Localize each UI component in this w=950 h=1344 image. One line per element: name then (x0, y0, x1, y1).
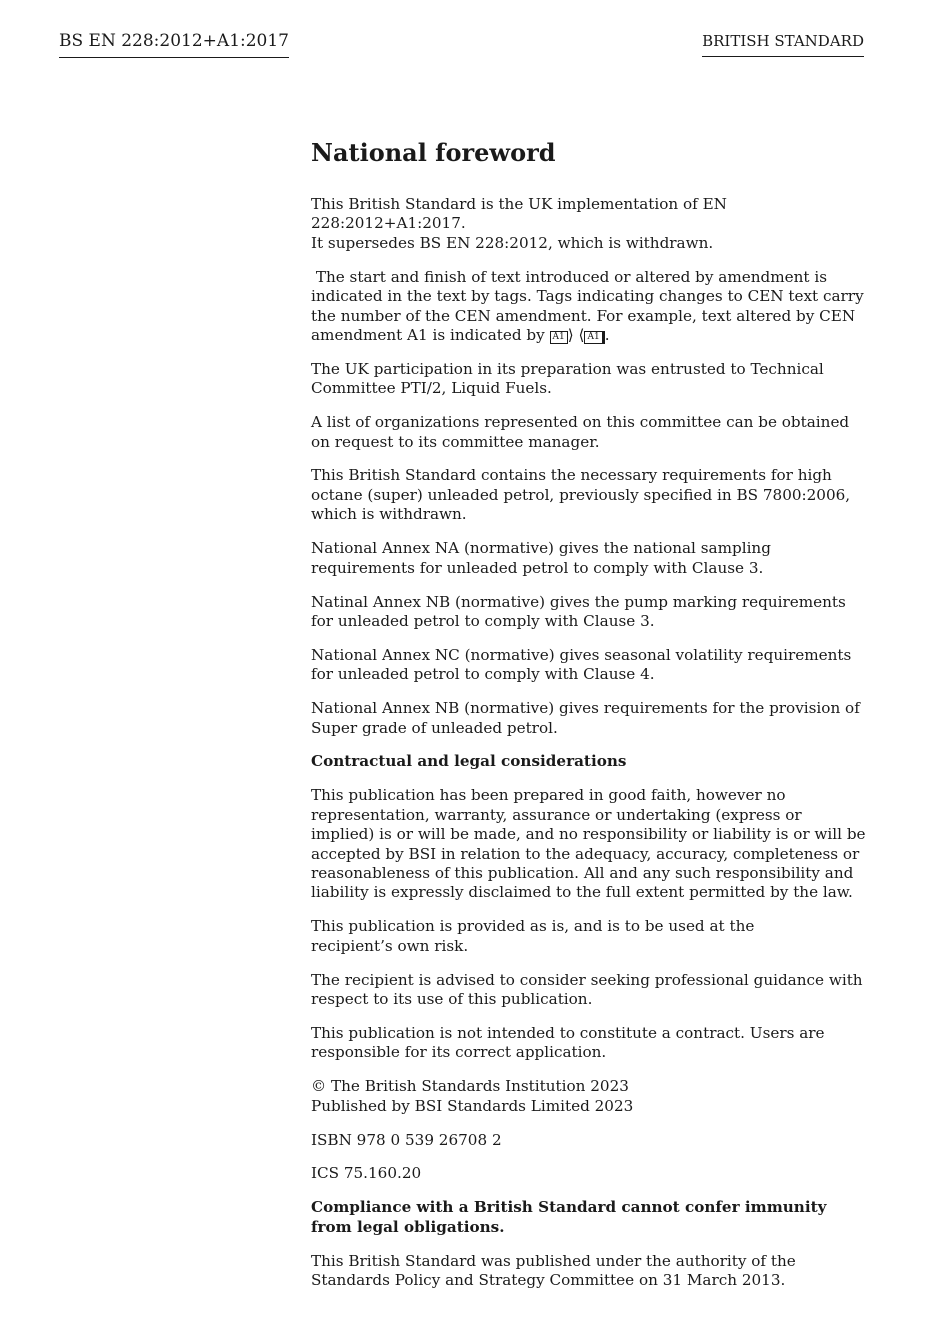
good-faith-paragraph: This publication has been prepared in good faith, however no representation, warranty, assurance or undertaking (express or implied) is or will be made, and no responsibility or liability is or will be accepted by BSI in relation to the adequacy, accuracy, completeness or reasonableness of this publication. All and any such responsibility and liability is expressly disclaimed to the full extent permitted by the law. (311, 786, 866, 902)
authority-paragraph: This British Standard was published under the authority of the Standards Policy and Strategy Committee on 31 March 2013. (311, 1251, 796, 1290)
amendment-close-tag-icon: A1 (584, 331, 604, 344)
implementation-paragraph (311, 195, 867, 253)
own-risk-line-2: recipient’s own risk. (311, 936, 469, 955)
publisher-line: Published by BSI Standards Limited 2023 (311, 1096, 634, 1115)
copyright-block (311, 1077, 867, 1116)
implementation-line-1: This British Standard is the UK implementation of EN 228:2012+A1:2017. (311, 195, 727, 233)
copyright-line: © The British Standards Institution 2023 (311, 1077, 629, 1096)
annex-na-paragraph: National Annex NA (normative) gives the national sampling requirements for unleaded petrol to comply with Clause 3. (311, 539, 771, 577)
own-risk-line-1: This publication is provided as is, and is to be used at the (311, 917, 755, 936)
amendment-tags-text: The start and finish of text introduced or altered by amendment is indicated in the text by tags. Tags indicating changes to CEN text carry the number of the CEN amendment. For example, text altered by CEN amendment A1 is indicated by (311, 267, 864, 344)
foreword-body (311, 137, 867, 1305)
contractual-heading: Contractual and legal considerations (311, 752, 627, 771)
implementation-line-2: It supersedes BS EN 228:2012, which is withdrawn. (311, 233, 714, 252)
contract-paragraph: This publication is not intended to constitute a contract. Users are responsible for its correct application. (311, 1023, 825, 1062)
organizations-paragraph: A list of organizations represented on this committee can be obtained on request to its committee manager. (311, 413, 850, 451)
committee-paragraph: The UK participation in its preparation was entrusted to Technical Committee PTI/2, Liquid Fuels. (311, 359, 824, 398)
compliance-notice: Compliance with a British Standard cannot confer immunity from legal obligations. (311, 1198, 827, 1236)
guidance-paragraph: The recipient is advised to consider seeking professional guidance with respect to its use of this publication. (311, 970, 863, 1008)
annex-nb-super-paragraph: National Annex NB (normative) gives requirements for the provision of Super grade of unleaded petrol. (311, 699, 860, 737)
amendment-open-tag-icon: A1 (550, 331, 568, 344)
header-document-id: BS EN 228:2012+A1:2017 (59, 31, 289, 58)
own-risk-paragraph (311, 917, 867, 956)
isbn: ISBN 978 0 539 26708 2 (311, 1130, 502, 1149)
requirements-paragraph: This British Standard contains the necessary requirements for high octane (super) unleaded petrol, previously specified in BS 7800:2006, which is withdrawn. (311, 466, 851, 524)
annex-nb-pump-paragraph: Natinal Annex NB (normative) gives the pump marking requirements for unleaded petrol to comply with Clause 3. (311, 592, 846, 630)
page-title: National foreword (311, 138, 556, 167)
header-series-label: BRITISH STANDARD (702, 32, 864, 57)
amendment-tags-end: . (604, 325, 610, 344)
ics-code: ICS 75.160.20 (311, 1164, 422, 1183)
amendment-tags-paragraph: The start and finish of text introduced or altered by amendment is indicated in the text by tags. Tags indicating changes to CEN text carry the number of the CEN amendment. For example, text altered by CEN amendment A1 is indicated by A1 ⟩ ⟨ A1 . (311, 267, 864, 344)
annex-nc-paragraph: National Annex NC (normative) gives seasonal volatility requirements for unleaded petrol to comply with Clause 4. (311, 645, 852, 684)
